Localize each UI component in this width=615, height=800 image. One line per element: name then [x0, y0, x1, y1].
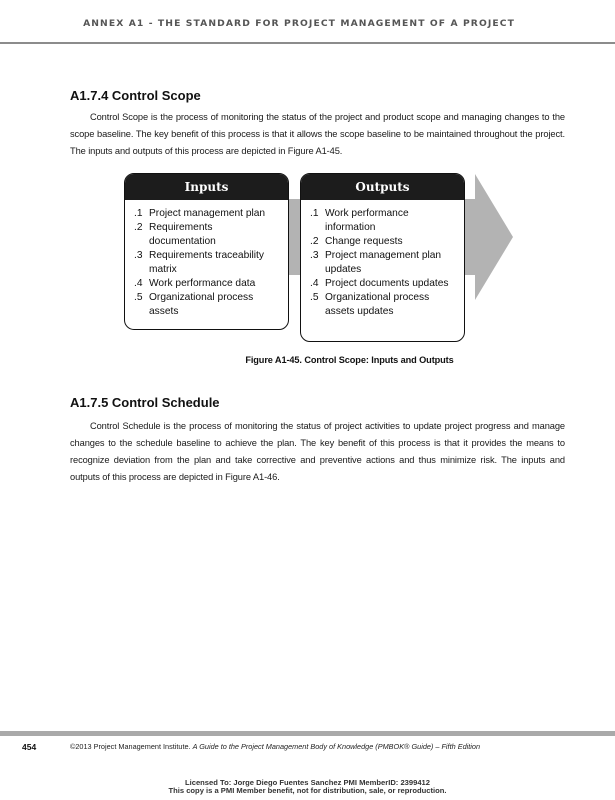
output-item-text: Change requests: [325, 236, 403, 247]
input-item-text: Organizational process assets: [149, 292, 254, 317]
input-item: [134, 291, 282, 319]
input-item-text: Requirements documentation: [149, 222, 216, 247]
input-item-text: Project management plan: [149, 208, 266, 219]
output-item: [310, 235, 458, 249]
outputs-title: Outputs: [301, 174, 464, 200]
input-item-number: .2: [134, 222, 143, 233]
outputs-list: [301, 200, 464, 319]
input-item-number: .1: [134, 208, 143, 219]
inputs-box: [124, 173, 289, 330]
section-paragraph-control-schedule: Control Schedule is the process of monitoring the status of project activities to update project progress and manage changes to the schedule baseline to achieve the plan. The key benefit of this process is that it provides the means to recognize deviation from the plan and take corrective and preventive actions and thus minimize risk. The inputs and outputs of this process are depicted in Figure A1-46.: [70, 421, 565, 482]
output-item-text: Work performance information: [325, 208, 409, 233]
output-item: [310, 277, 458, 291]
license-line-2: This copy is a PMI Member benefit, not for distribution, sale, or reproduction.: [168, 786, 447, 795]
input-item-number: .4: [134, 278, 143, 289]
input-item-text: Requirements traceability matrix: [149, 250, 264, 275]
section-heading-control-scope: A1.7.4 Control Scope: [70, 88, 201, 103]
footer-copyright: [70, 742, 480, 751]
input-item: [134, 207, 282, 221]
copyright-text: ©2013 Project Management Institute.: [70, 742, 191, 751]
page-number: 454: [22, 742, 37, 752]
output-item-number: .3: [310, 250, 319, 261]
output-item-text: Organizational process assets updates: [325, 292, 430, 317]
input-item: [134, 249, 282, 277]
section-paragraph-control-scope: Control Scope is the process of monitoring the status of the project and product scope and managing changes to the scope baseline. The key benefit of this process is that it allows the scope baseline to be maintained throughout the project. The inputs and outputs of this process are depicted in Figure A1-45.: [70, 112, 565, 156]
input-item-number: .3: [134, 250, 143, 261]
output-item-text: Project documents updates: [325, 278, 449, 289]
output-item: [310, 291, 458, 319]
output-item-number: .5: [310, 292, 319, 303]
section-heading-control-schedule: A1.7.5 Control Schedule: [70, 395, 220, 410]
outputs-box: [300, 173, 465, 342]
book-title: A Guide to the Project Management Body of Knowledge (PMBOK® Guide) – Fifth Edition: [192, 742, 481, 751]
input-item-text: Work performance data: [149, 278, 256, 289]
output-item: [310, 249, 458, 277]
footer-divider: [0, 731, 615, 736]
page-header: [0, 0, 615, 44]
output-item-number: .1: [310, 208, 319, 219]
running-title: ANNEX A1 - THE STANDARD FOR PROJECT MANAGEMENT OF A PROJECT: [83, 18, 515, 29]
inputs-title: Inputs: [125, 174, 288, 200]
output-item-number: .4: [310, 278, 319, 289]
input-item-number: .5: [134, 292, 143, 303]
input-item: [134, 221, 282, 249]
input-item: [134, 277, 282, 291]
inputs-list: [125, 200, 288, 319]
output-item: [310, 207, 458, 235]
figure-caption: Figure A1-45. Control Scope: Inputs and Outputs: [245, 355, 454, 365]
output-item-number: .2: [310, 236, 319, 247]
output-item-text: Project management plan updates: [325, 250, 442, 275]
license-line-1: Licensed To: Jorge Diego Fuentes Sanchez PMI MemberID: 2399412: [184, 778, 431, 787]
